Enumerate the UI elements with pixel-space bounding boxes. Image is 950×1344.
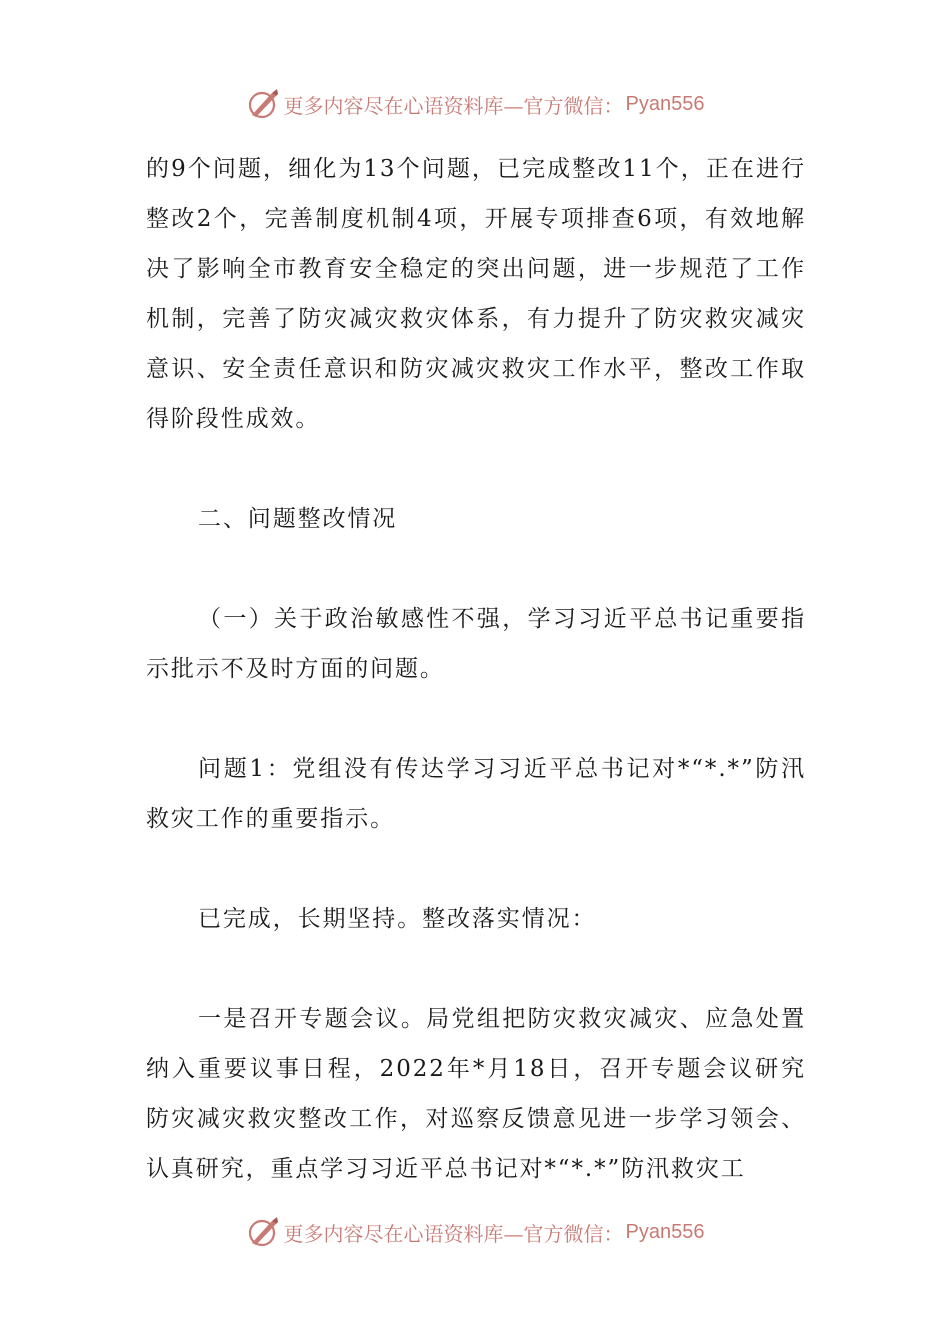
watermark-text: 更多内容尽在心语资料库—官方微信： <box>283 1221 624 1246</box>
status-paragraph: 已完成，长期坚持。整改落实情况： <box>198 906 597 932</box>
spacer <box>146 544 806 594</box>
header-watermark <box>0 84 950 124</box>
subsection-heading: （一）关于政治敏感性不强，学习习近平总书记重要指示批示不及时方面的问题。 <box>146 606 806 682</box>
paragraph-summary: 的9个问题，细化为13个问题，已完成整改11个，正在进行整改2个，完善制度机制4项，开展专项排查6项，有效地解决了影响全市教育安全稳定的突出问题，进一步规范了工作机制，完善了防灾减灾救灾体系，有力提升了防灾救灾减灾意识、安全责任意识和防灾减灾救灾工作水平，整改工作取得阶段性成效。 <box>146 156 806 432</box>
watermark-wechat-id: Pyan556 <box>625 92 705 115</box>
footer-watermark <box>0 1212 950 1252</box>
spacer <box>146 694 806 744</box>
spacer <box>146 944 806 994</box>
watermark-text: 更多内容尽在心语资料库—官方微信： <box>283 93 624 118</box>
quill-pen-logo-icon <box>246 87 280 121</box>
section-heading: 二、问题整改情况 <box>198 506 398 532</box>
spacer <box>146 444 806 494</box>
spacer <box>146 844 806 894</box>
watermark-wechat-id: Pyan556 <box>625 1220 705 1243</box>
issue-paragraph: 问题1：党组没有传达学习习近平总书记对*“*.*”防汛救灾工作的重要指示。 <box>146 756 806 832</box>
measure-paragraph: 一是召开专题会议。局党组把防灾救灾减灾、应急处置纳入重要议事日程，2022年*月18日，召开专题会议研究防灾减灾救灾整改工作，对巡察反馈意见进一步学习领会、认真研究，重点学习习近平总书记对*“*.*”防汛救灾工 <box>146 1006 806 1182</box>
document-body <box>146 144 806 1194</box>
quill-pen-logo-icon <box>246 1215 280 1249</box>
